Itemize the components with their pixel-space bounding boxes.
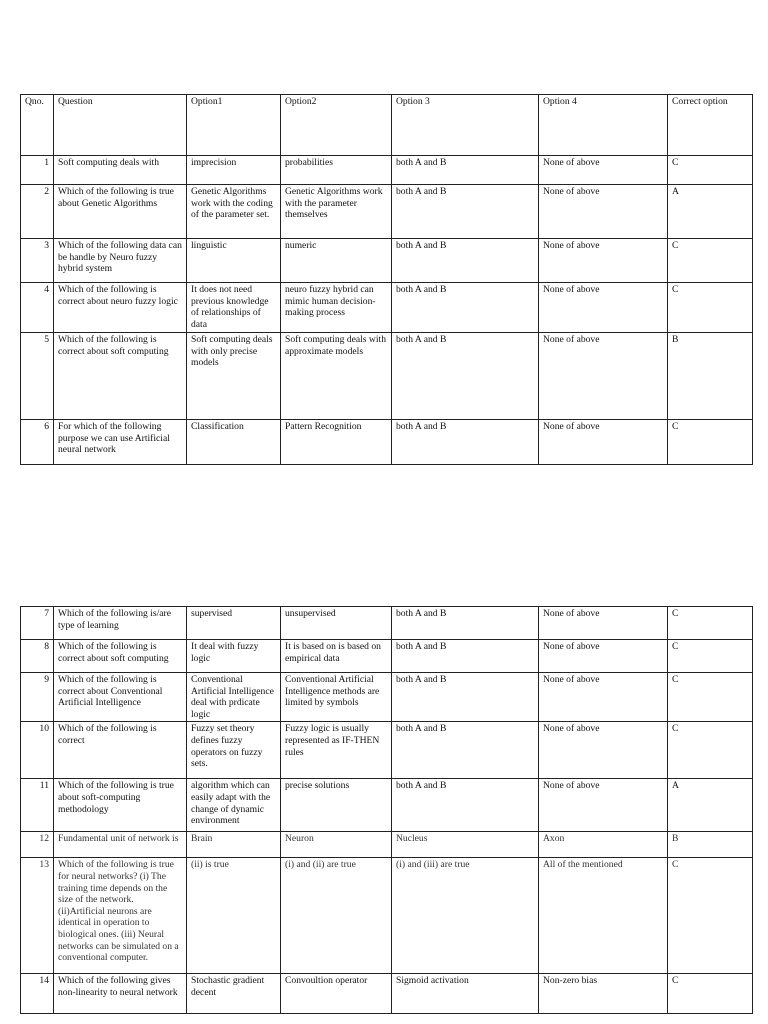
question-cell: Which of the following is correct about soft computing [54, 640, 187, 673]
question-cell: For which of the following purpose we can use Artificial neural network [54, 420, 187, 465]
question-cell: Which of the following is correct about soft computing [54, 333, 187, 420]
option2-cell: Neuron [281, 832, 392, 858]
qno-cell: 12 [21, 832, 54, 858]
qno-cell: 5 [21, 333, 54, 420]
correct-cell: C [668, 858, 753, 974]
correct-cell: C [668, 420, 753, 465]
question-cell: Which of the following is/are type of learning [54, 607, 187, 640]
header-option2: Option2 [281, 95, 392, 156]
header-question: Question [54, 95, 187, 156]
option3-cell: both A and B [392, 239, 539, 283]
correct-cell: C [668, 156, 753, 185]
correct-cell: C [668, 974, 753, 1014]
table-row [21, 156, 753, 185]
option2-cell: neuro fuzzy hybrid can mimic human decision-making process [281, 283, 392, 333]
option2-cell: Genetic Algorithms work with the parameter themselves [281, 185, 392, 239]
option1-cell: Soft computing deals with only precise models [187, 333, 281, 420]
table-row [21, 283, 753, 333]
option2-cell: Conventional Artificial Intelligence methods are limited by symbols [281, 673, 392, 722]
question-cell: Which of the following is correct about neuro fuzzy logic [54, 283, 187, 333]
question-cell: Which of the following is correct [54, 722, 187, 779]
option1-cell: It deal with fuzzy logic [187, 640, 281, 673]
table-row [21, 185, 753, 239]
option4-cell: None of above [539, 283, 668, 333]
option4-cell: None of above [539, 722, 668, 779]
option4-cell: Non-zero bias [539, 974, 668, 1014]
option1-cell: Fuzzy set theory defines fuzzy operators on fuzzy sets. [187, 722, 281, 779]
question-cell: Which of the following data can be handle by Neuro fuzzy hybrid system [54, 239, 187, 283]
option4-cell: None of above [539, 640, 668, 673]
correct-cell: B [668, 333, 753, 420]
option1-cell: Brain [187, 832, 281, 858]
option2-cell: probabilities [281, 156, 392, 185]
qno-cell: 2 [21, 185, 54, 239]
qno-cell: 1 [21, 156, 54, 185]
option1-cell: Genetic Algorithms work with the coding of the parameter set. [187, 185, 281, 239]
correct-cell: C [668, 673, 753, 722]
question-cell: Soft computing deals with [54, 156, 187, 185]
option4-cell: None of above [539, 156, 668, 185]
table-row [21, 722, 753, 779]
qno-cell: 3 [21, 239, 54, 283]
option3-cell: both A and B [392, 722, 539, 779]
correct-cell: C [668, 640, 753, 673]
header-qno: Qno. [21, 95, 54, 156]
header-row [21, 95, 753, 156]
question-cell: Which of the following is true about Genetic Algorithms [54, 185, 187, 239]
table-row [21, 858, 753, 974]
header-option1: Option1 [187, 95, 281, 156]
question-cell: Which of the following is true for neural networks? (i) The training time depends on the size of the network. (ii)Artificial neurons are identical in operation to biological ones. (iii) Neural networks can be simulated on a conventional computer. [54, 858, 187, 974]
option1-cell: Conventional Artificial Intelligence deal with prdicate logic [187, 673, 281, 722]
table-row [21, 832, 753, 858]
option3-cell: both A and B [392, 640, 539, 673]
qno-cell: 8 [21, 640, 54, 673]
qno-cell: 13 [21, 858, 54, 974]
option4-cell: None of above [539, 420, 668, 465]
option4-cell: None of above [539, 779, 668, 832]
option1-cell: (ii) is true [187, 858, 281, 974]
qno-cell: 9 [21, 673, 54, 722]
option3-cell: both A and B [392, 420, 539, 465]
correct-cell: C [668, 239, 753, 283]
option3-cell: both A and B [392, 779, 539, 832]
option3-cell: (i) and (iii) are true [392, 858, 539, 974]
question-cell: Which of the following gives non-linearity to neural network [54, 974, 187, 1014]
qno-cell: 14 [21, 974, 54, 1014]
qno-cell: 11 [21, 779, 54, 832]
option3-cell: both A and B [392, 607, 539, 640]
option4-cell: All of the mentioned [539, 858, 668, 974]
option2-cell: Pattern Recognition [281, 420, 392, 465]
option1-cell: Classification [187, 420, 281, 465]
question-table-page-1 [20, 94, 753, 465]
correct-cell: C [668, 607, 753, 640]
correct-cell: C [668, 283, 753, 333]
option2-cell: (i) and (ii) are true [281, 858, 392, 974]
option3-cell: both A and B [392, 673, 539, 722]
option2-cell: It is based on is based on empirical data [281, 640, 392, 673]
option1-cell: algorithm which can easily adapt with the change of dynamic environment [187, 779, 281, 832]
option4-cell: None of above [539, 239, 668, 283]
option1-cell: Stochastic gradient decent [187, 974, 281, 1014]
correct-cell: A [668, 185, 753, 239]
option1-cell: linguistic [187, 239, 281, 283]
qno-cell: 6 [21, 420, 54, 465]
option4-cell: Axon [539, 832, 668, 858]
question-table-page-2 [20, 606, 753, 1014]
option1-cell: supervised [187, 607, 281, 640]
option3-cell: Sigmoid activation [392, 974, 539, 1014]
table-row [21, 673, 753, 722]
option2-cell: Fuzzy logic is usually represented as IF-THEN rules [281, 722, 392, 779]
question-cell: Which of the following is true about soft-computing methodology [54, 779, 187, 832]
question-cell: Fundamental unit of network is [54, 832, 187, 858]
table-row [21, 239, 753, 283]
option4-cell: None of above [539, 607, 668, 640]
option3-cell: both A and B [392, 156, 539, 185]
option2-cell: precise solutions [281, 779, 392, 832]
table-row [21, 640, 753, 673]
option2-cell: numeric [281, 239, 392, 283]
qno-cell: 4 [21, 283, 54, 333]
option2-cell: Convoultion operator [281, 974, 392, 1014]
table-row [21, 420, 753, 465]
option3-cell: both A and B [392, 333, 539, 420]
correct-cell: B [668, 832, 753, 858]
option1-cell: It does not need previous knowledge of relationships of data [187, 283, 281, 333]
option4-cell: None of above [539, 185, 668, 239]
table-row [21, 974, 753, 1014]
question-cell: Which of the following is correct about Conventional Artificial Intelligence [54, 673, 187, 722]
correct-cell: A [668, 779, 753, 832]
correct-cell: C [668, 722, 753, 779]
option4-cell: None of above [539, 333, 668, 420]
header-option4: Option 4 [539, 95, 668, 156]
qno-cell: 7 [21, 607, 54, 640]
table-row [21, 333, 753, 420]
table-row [21, 779, 753, 832]
header-correct: Correct option [668, 95, 753, 156]
header-option3: Option 3 [392, 95, 539, 156]
option3-cell: both A and B [392, 185, 539, 239]
option1-cell: imprecision [187, 156, 281, 185]
option2-cell: Soft computing deals with approximate models [281, 333, 392, 420]
option4-cell: None of above [539, 673, 668, 722]
qno-cell: 10 [21, 722, 54, 779]
option3-cell: Nucleus [392, 832, 539, 858]
option2-cell: unsupervised [281, 607, 392, 640]
option3-cell: both A and B [392, 283, 539, 333]
table-row [21, 607, 753, 640]
